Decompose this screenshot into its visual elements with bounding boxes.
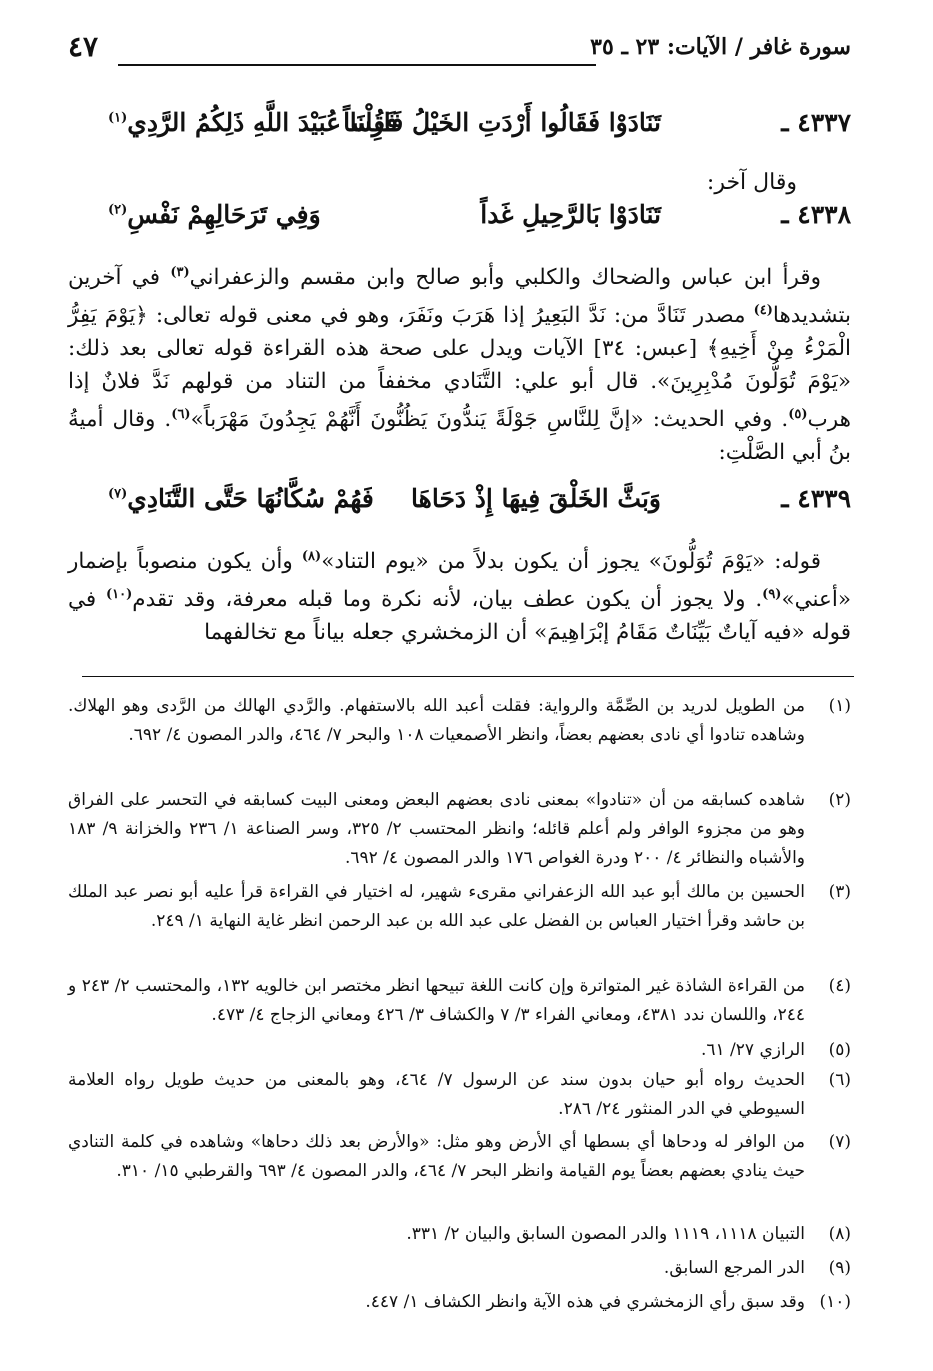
footnote-number: (١٠) — [819, 1292, 851, 1312]
footnote-ref: (٢) — [108, 202, 128, 218]
footnote-text: وقد سبق رأي الزمخشري في هذه الآية وانظر الكشاف ١/ ٤٤٧. — [365, 1292, 805, 1312]
paragraph-readings: وقرأ ابن عباس والضحاك والكلبي وأبو صالح وابن مقسم والزعفراني$^{(٣)}$ في آخرين بتشديدها$^{(٤)}$ مصدر تَنَادَّ من: نَدَّ البَعِيرُ إذا هَرَبَ ونَفَرَ، وهو في معنى قوله تعالى: ﴿يَوْمَ يَفِرُّ الْمَرْءُ مِنْ أَخِيهِ﴾ [عبس: ٣٤] الآيات ويدل على صحة هذه القراءة قوله تعالى بعد ذلك: «يَوْمَ تُوَلُّونَ مُدْبِرِينَ». قال أبو علي: التَّنَادي مخففاً من التناد من قولهم نَدَّ فلانٌ إذا هرب$^{(٥)}$. وفي الحديث: «إنَّ لِلنَّاسِ جَوْلَةً يَندُّونَ يَظُنُّونَ أَنَّهُمْ يَجِدُونَ مَهْرَباً»$^{(٦)}$. وقال أميةُ بنُ أبي الصَّلْتِ: — [68, 265, 851, 466]
paragraph-grammar: قوله: «يَوْمَ تُوَلُّونَ» يجوز أن يكون بدلاً من «يوم التناد»$^{(٨)}$ وأن يكون منصوباً بإضمار «أعني»$^{(٩)}$. ولا يجوز أن يكون عطف بيان، لأنه نكرة وما قبله معرفة، وقد تقدم$^{(١٠)}$ في قوله «فيه آياتٌ بَيِّنَاتٌ مَقَامُ إبْرَاهِيمَ» أن الزمخشري جعله بياناً مع تخالفهما — [68, 549, 851, 646]
footnote-number: (٢) — [828, 790, 851, 810]
verse-second-hemistich: فَهُمْ سُكَّانُهَا حَتَّى التَّنَادِي$^{(٧)}$ — [108, 484, 374, 513]
footnote-separator — [82, 676, 854, 677]
footnote-text: التبيان ١١١٨، ١١١٩ والدر المصون السابق والبيان ٢/ ٣٣١. — [406, 1224, 805, 1244]
verse-second-hemistich: فَقُلْنَا عُبَيْدَ اللَّهِ ذَلِكُمُ الرَّدِي$^{(١)}$ — [108, 108, 398, 137]
footnote — [68, 1036, 851, 1065]
verse-4337 — [68, 106, 851, 152]
footnote-number: (٣) — [828, 882, 851, 902]
footnote — [68, 692, 851, 750]
page-number: ٤٧ — [68, 30, 99, 63]
verse-second-hemistich: وَفِي تَرَحَالِهِمْ نَفْسِ$^{(٢)}$ — [108, 200, 321, 229]
footnote-text: الحديث رواه أبو حيان بدون سند عن الرسول ٧/ ٤٦٤، وهو بالمعنى من حديث طويل رواه العلامة السيوطي في الدر المنثور ٢٤/ ٢٨٦. — [68, 1070, 805, 1119]
footnote-ref: (٥) — [788, 407, 808, 423]
footnote-number: (١) — [828, 696, 851, 716]
verse-first-hemistich: تَنَادَوْا فَقَالُوا أَرْدَتِ الخَيْلُ فَارِساً — [343, 108, 661, 137]
footnote-number: (٩) — [828, 1258, 851, 1278]
footnote-number: (٧) — [828, 1132, 851, 1152]
footnote — [68, 1128, 851, 1186]
footnote-text: من الطويل لدريد بن الصِّمَّة والرواية: فقلت أعبد الله بالاستفهام. والرَّدي الهالك من الرَّدى وهو الهلاك. وشاهده تنادوا أي نادى بعضهم بعضاً، وانظر الأصمعيات ١٠٨ والبحر ٧/ ٤٦٤، والدر المصون ٤/ ٦٩٢. — [68, 696, 805, 745]
intro-line: وقال آخر: — [706, 170, 797, 195]
footnote-number: (٤) — [828, 976, 851, 996]
footnote-text: الرازي ٢٧/ ٦١. — [700, 1040, 805, 1060]
footnote — [68, 786, 851, 873]
footnote-text: شاهده كسابقه من أن «تنادوا» بمعنى نادى بعضهم البعض ومعنى البيت كسابقه في التحسر على الفراق وهو من مجزوء الوافر ولم أعلم قائله؛ وانظر المحتسب ٢/ ٣٢٥، وسر الصناعة ١/ ٢٣٦ والخزانة ٩/ ١٨٣ والأشباه والنظائر ٤/ ٢٠٠ ودرة الغواص ١٧٦ والدر المصون ٤/ ٦٩٢. — [68, 790, 805, 868]
footnote-ref: (٨) — [301, 549, 322, 564]
header-rule — [118, 64, 596, 66]
footnote — [68, 878, 851, 936]
verse-number: ٤٣٣٧ ـ — [781, 108, 851, 137]
footnote-ref: (٩) — [762, 587, 782, 603]
verse-number: ٤٣٣٨ ـ — [781, 200, 851, 229]
page-header — [68, 30, 851, 70]
footnote — [68, 1288, 851, 1317]
footnote — [68, 1220, 851, 1249]
footnote-ref: (٧) — [108, 486, 128, 502]
footnote-text: الحسين بن مالك أبو عبد الله الزعفراني مقرىء شهير، له اختيار في القراءة قرأ عليه أبو نصر عبد الملك بن حاشد وقرأ اختيار العباس بن الفضل على عبد الله بن عبد الرحمن انظر غاية النهاية ١/ ٢٤٩. — [68, 882, 805, 931]
running-title: سورة غافر / الآيات: ٢٣ ـ ٣٥ — [590, 34, 851, 60]
footnote — [68, 972, 851, 1030]
footnote-ref: (٣) — [170, 265, 190, 280]
footnote-number: (٨) — [828, 1224, 851, 1244]
verse-first-hemistich: وَبَثَّ الخَلْقَ فِيهَا إِذْ دَحَاهَا — [411, 484, 661, 513]
verse-first-hemistich: تَنَادَوْا بَالرَّحِيلِ غَداً — [480, 200, 661, 229]
verse-number: ٤٣٣٩ ـ — [781, 484, 851, 513]
verse-4338 — [68, 198, 851, 244]
footnote — [68, 1254, 851, 1283]
footnote-text: من القراءة الشاذة غير المتواترة وإن كانت اللغة تبيحها انظر مختصر ابن خالويه ١٣٢، والمحتسب ٢/ ٢٤٣ و ٢٤٤، واللسان ندد ٤٣٨١، ومعاني الفراء ٣/ ٧ والكشاف ٣/ ٤٢٦ ومعاني الزجاج ٤/ ٤٧٣. — [68, 976, 805, 1025]
verse-4339 — [68, 482, 851, 528]
footnote-text: الدر المرجع السابق. — [663, 1258, 805, 1278]
footnote-ref: (١٠) — [106, 587, 133, 603]
footnote-number: (٥) — [828, 1040, 851, 1060]
footnote-text: من الوافر له ودحاها أي بسطها أي الأرض وهو مثل: «والأرض بعد ذلك دحاها» وشاهده في كلمة التنادي حيث ينادي بعضهم بعضاً يوم القيامة وانظر البحر ٧/ ٤٦٤، والدر المصون ٤/ ٦٩٣ والقرطبي ١٥/ ٣١٠. — [68, 1132, 805, 1181]
footnote-ref: (٤) — [753, 303, 773, 319]
footnote — [68, 1066, 851, 1124]
footnote-ref: (٦) — [171, 407, 191, 423]
footnote-number: (٦) — [828, 1070, 851, 1090]
footnote-ref: (١) — [108, 110, 128, 126]
